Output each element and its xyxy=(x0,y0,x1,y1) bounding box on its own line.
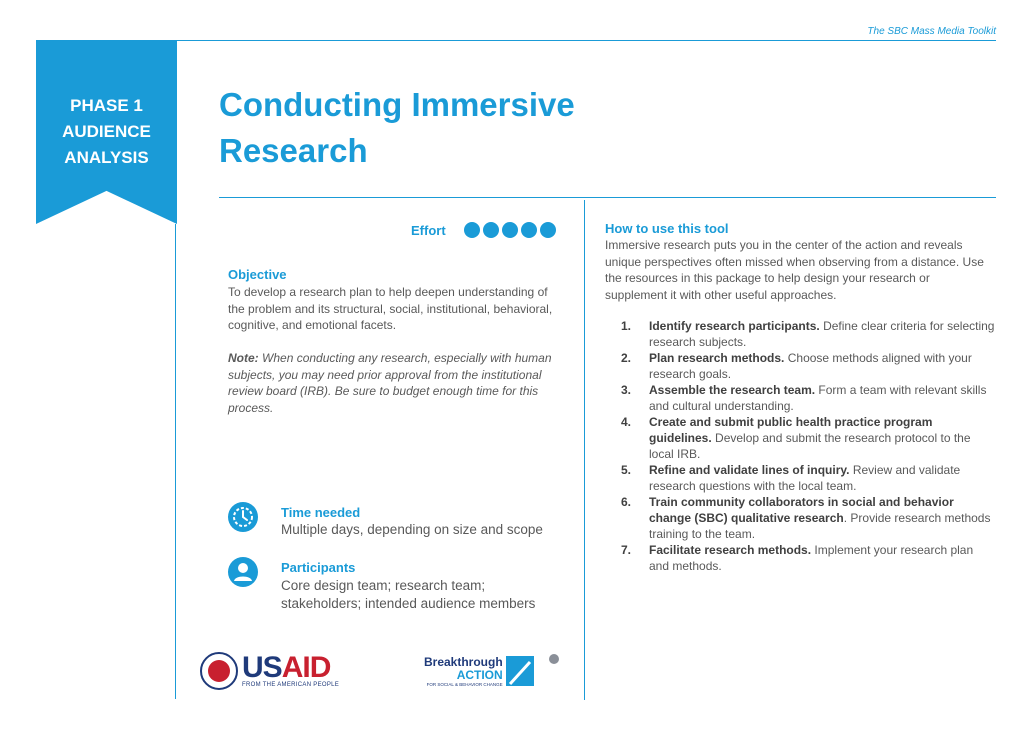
step-title: Facilitate research methods. xyxy=(649,543,812,557)
step-title: Train community collaborators in social and behavior change (SBC) qualitative research xyxy=(649,495,954,525)
list-item xyxy=(605,350,995,382)
list-item xyxy=(605,318,995,350)
step-text: Form a team with relevant skills and cultural understanding. xyxy=(649,383,987,413)
effort-rating xyxy=(411,222,559,238)
list-item xyxy=(605,462,995,494)
effort-label: Effort xyxy=(411,222,446,238)
breakthrough-action-logo xyxy=(424,656,534,687)
participants-text: Core design team; research team; stakeholders; intended audience members xyxy=(281,578,536,611)
list-item xyxy=(605,382,995,414)
step-number: 5. xyxy=(621,463,632,477)
ba-line-3: FOR SOCIAL & BEHAVIOR CHANGE xyxy=(426,682,503,687)
step-title: Create and submit public health practice program guidelines. xyxy=(649,415,933,445)
page-title xyxy=(219,82,639,174)
effort-dot xyxy=(540,222,556,238)
step-number: 2. xyxy=(621,351,632,365)
step-text: Develop and submit the research protocol to the local IRB. xyxy=(649,431,971,461)
step-text: . Provide research methods training to the team. xyxy=(649,511,991,541)
usaid-logo xyxy=(200,652,339,690)
list-item xyxy=(605,414,995,462)
step-number: 6. xyxy=(621,495,632,509)
left-divider xyxy=(175,224,176,699)
ba-line-1: Breakthrough xyxy=(424,655,503,669)
phase-label xyxy=(36,93,177,171)
clock-icon xyxy=(228,502,258,532)
step-text: Implement your research plan and methods. xyxy=(649,543,974,573)
title-line-2: Research xyxy=(219,132,368,169)
usaid-seal-icon xyxy=(200,652,238,690)
title-line-1: Conducting Immersive xyxy=(219,86,575,123)
title-rule xyxy=(219,197,996,198)
list-item xyxy=(605,494,995,542)
note-label: Note: xyxy=(228,351,259,365)
top-rule xyxy=(176,40,996,41)
effort-dot xyxy=(502,222,518,238)
step-text: Define clear criteria for selecting research subjects. xyxy=(649,319,995,349)
toolkit-label: The SBC Mass Media Toolkit xyxy=(867,26,996,37)
how-heading: How to use this tool xyxy=(605,221,729,236)
list-item xyxy=(605,542,995,574)
steps-list xyxy=(605,318,995,574)
effort-dot xyxy=(521,222,537,238)
step-number: 3. xyxy=(621,383,632,397)
column-divider xyxy=(584,200,585,700)
step-number: 1. xyxy=(621,319,632,333)
objective-text: To develop a research plan to help deepen understanding of the problem and its structural, social, institutional, behavioral, cognitive, and emotional facets. xyxy=(228,285,553,332)
step-text: Choose methods aligned with your research goals. xyxy=(649,351,972,381)
time-heading: Time needed xyxy=(281,505,361,520)
ba-ball-icon xyxy=(549,654,559,664)
step-number: 7. xyxy=(621,543,632,557)
step-title: Assemble the research team. xyxy=(649,383,816,397)
phase-line-2: AUDIENCE xyxy=(62,122,151,141)
person-icon xyxy=(228,557,258,587)
effort-dot xyxy=(464,222,480,238)
step-title: Identify research participants. xyxy=(649,319,820,333)
ba-line-2: ACTION xyxy=(456,668,503,682)
step-number: 4. xyxy=(621,415,632,429)
objective-note xyxy=(228,350,558,416)
note-text: When conducting any research, especially with human subjects, you may need prior approval from the institutional review board (IRB). Be sure to budget enough time for this process. xyxy=(228,351,552,415)
effort-dot xyxy=(483,222,499,238)
usaid-tagline: FROM THE AMERICAN PEOPLE xyxy=(242,682,340,688)
step-text: Review and validate research questions with the local team. xyxy=(649,463,961,493)
phase-line-3: ANALYSIS xyxy=(64,148,149,167)
time-text: Multiple days, depending on size and scope xyxy=(281,522,543,537)
ba-mark-icon xyxy=(506,656,534,686)
step-title: Refine and validate lines of inquiry. xyxy=(649,463,850,477)
objective-heading: Objective xyxy=(228,267,287,282)
usaid-aid: AID xyxy=(281,651,331,684)
phase-line-1: PHASE 1 xyxy=(70,96,143,115)
participants-heading: Participants xyxy=(281,560,356,575)
step-title: Plan research methods. xyxy=(649,351,785,365)
how-text: Immersive research puts you in the center of the action and reveals unique perspectives often missed when observing from a distance. Use the resources in this package to help design your research or supplement it with other useful approaches. xyxy=(605,238,984,302)
usaid-us: US xyxy=(242,651,282,684)
